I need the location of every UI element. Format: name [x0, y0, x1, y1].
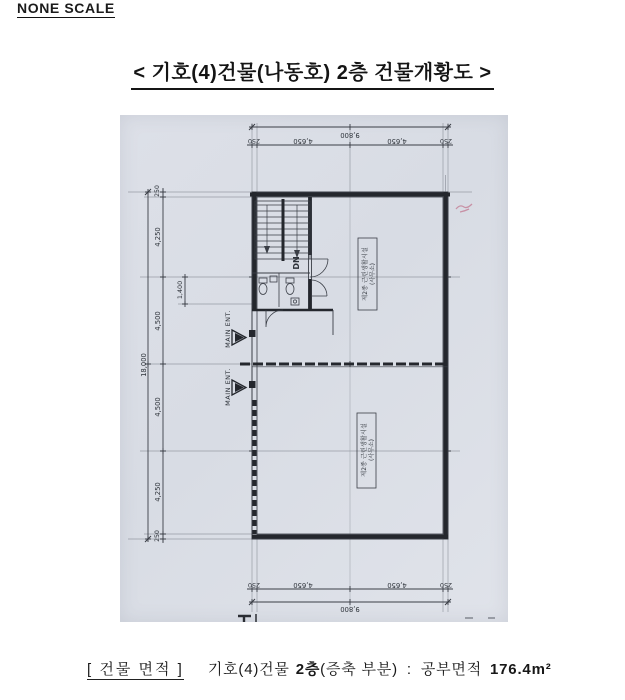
door-arc-stair: [310, 259, 328, 277]
dim-top-250-left: 250: [247, 137, 261, 145]
room-lower-office: (사무소): [368, 438, 376, 462]
area-label: 공부면적: [420, 661, 483, 678]
building-area-section-label: [ 건물 면적 ]: [87, 661, 184, 678]
room-partition: [240, 364, 448, 367]
entrance-jamb-lower: [249, 381, 256, 388]
red-check-mark: [456, 204, 472, 212]
wc-bowl-2: [286, 284, 294, 295]
main-entrance-upper: [224, 310, 246, 348]
dim-top-bay-right: 4,650: [387, 137, 407, 145]
scale-note: NONE SCALE: [17, 0, 115, 16]
page-title-text: < 기호(4)건물(나동호) 2층 건물개황도 >: [131, 56, 493, 90]
main-entrance-lower: [224, 368, 246, 406]
dim-top-overall: 9,800: [340, 131, 360, 139]
wc-tank-1: [259, 278, 267, 283]
toilet-area: [252, 273, 333, 335]
dim-bottom-bay-right: 4,650: [387, 581, 407, 589]
room-label-lower: [357, 413, 376, 488]
dim-left-1400: 1,400: [176, 280, 184, 300]
room-label-upper: [358, 238, 377, 310]
page-title: [0, 56, 625, 90]
door-arc-toilet: [266, 310, 283, 327]
dim-bottom-overall: 9,800: [340, 605, 360, 613]
room-upper-use: 제2종 근린생활시설: [362, 247, 369, 301]
room-lower-use: 제2종 근린생활시설: [361, 423, 368, 477]
entrance-jamb-upper: [249, 330, 256, 337]
sink-2: [291, 298, 299, 305]
wc-tank-2: [286, 278, 294, 283]
dim-bottom-250-right: 250: [439, 581, 453, 589]
room-upper-office: (사무소): [369, 262, 377, 286]
dim-left-250-top: 250: [154, 185, 161, 197]
stair-stringer: [282, 199, 285, 261]
extension-text: (증축 부분): [320, 661, 398, 678]
main-entrance-upper-label: MAIN ENT.: [224, 310, 232, 348]
colon: :: [406, 661, 412, 678]
main-entrance-lower-label: MAIN ENT.: [224, 368, 232, 406]
staircase: [252, 197, 328, 310]
dim-left-4250-top: 4,250: [154, 227, 162, 247]
dim-bottom-bay-left: 4,650: [293, 581, 313, 589]
wc-bowl-1: [259, 284, 267, 295]
dim-left-overall: 18,000: [140, 353, 148, 377]
dim-top-bay-left: 4,650: [293, 137, 313, 145]
sink-drain: [293, 300, 296, 303]
floor-plan-scan: [120, 115, 508, 622]
dim-left-4500-upper: 4,500: [154, 311, 162, 331]
door-arc-hall: [311, 280, 327, 296]
floor-text: 2층: [295, 661, 321, 678]
dim-left-4500-lower: 4,500: [154, 397, 162, 417]
dim-bottom-250-left: 250: [247, 581, 261, 589]
building-name: 기호(4)건물: [207, 661, 290, 678]
stair-direction-label: DN: [292, 256, 301, 270]
dim-left-250-bottom: 250: [154, 530, 161, 542]
floor-plan-drawing: [120, 115, 508, 622]
dim-left-4250-bottom: 4,250: [154, 482, 162, 502]
scan-artifacts: [238, 614, 495, 622]
area-value: 176.4: [490, 661, 532, 678]
building-area-line: [87, 658, 552, 679]
dim-top-250-right: 250: [439, 137, 453, 145]
area-unit: m²: [531, 661, 552, 678]
